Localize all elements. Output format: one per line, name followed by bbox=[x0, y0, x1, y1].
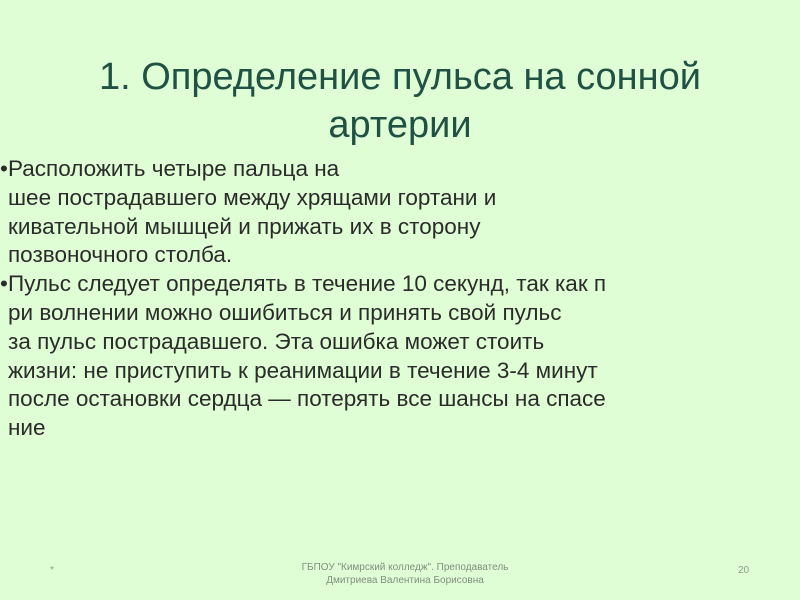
bullet-marker: • bbox=[0, 271, 8, 297]
footer-text bbox=[250, 561, 560, 587]
slide-title-line: артерии bbox=[328, 104, 472, 146]
bullet-line: Пульс следует определять в течение 10 секунд, так как п bbox=[8, 271, 607, 297]
footer-line: Дмитриева Валентина Борисовна bbox=[326, 575, 484, 586]
bullet-list bbox=[0, 155, 798, 443]
page-number: 20 bbox=[738, 565, 750, 576]
bullet-line: за пульс пострадавшего. Эта ошибка может стоить bbox=[8, 328, 545, 354]
footer-line: ГБПОУ "Кимрский колледж". Преподаватель bbox=[301, 562, 509, 573]
slide-title bbox=[20, 53, 780, 149]
bullet-item bbox=[0, 155, 798, 270]
slide-title-line: 1. Определение пульса на сонной bbox=[98, 56, 702, 98]
bullet-line: Расположить четыре пальца на bbox=[8, 156, 340, 181]
bullet-line: ри волнении можно ошибиться и принять свой пульс bbox=[8, 299, 562, 325]
bullet-line: кивательной мышцей и прижать их в сторону bbox=[8, 213, 481, 239]
bullet-item bbox=[0, 270, 798, 443]
bullet-line: после остановки сердца — потерять все шансы на спасе bbox=[8, 386, 606, 412]
bullet-line: позвоночного столба. bbox=[8, 242, 233, 268]
bullet-marker: • bbox=[0, 156, 8, 181]
bullet-line: жизни: не приступить к реанимации в течение 3-4 минут bbox=[8, 357, 598, 383]
footer-star: * bbox=[50, 565, 54, 576]
bullet-line: ние bbox=[8, 415, 46, 441]
bullet-line: шее пострадавшего между хрящами гортани и bbox=[8, 184, 497, 210]
